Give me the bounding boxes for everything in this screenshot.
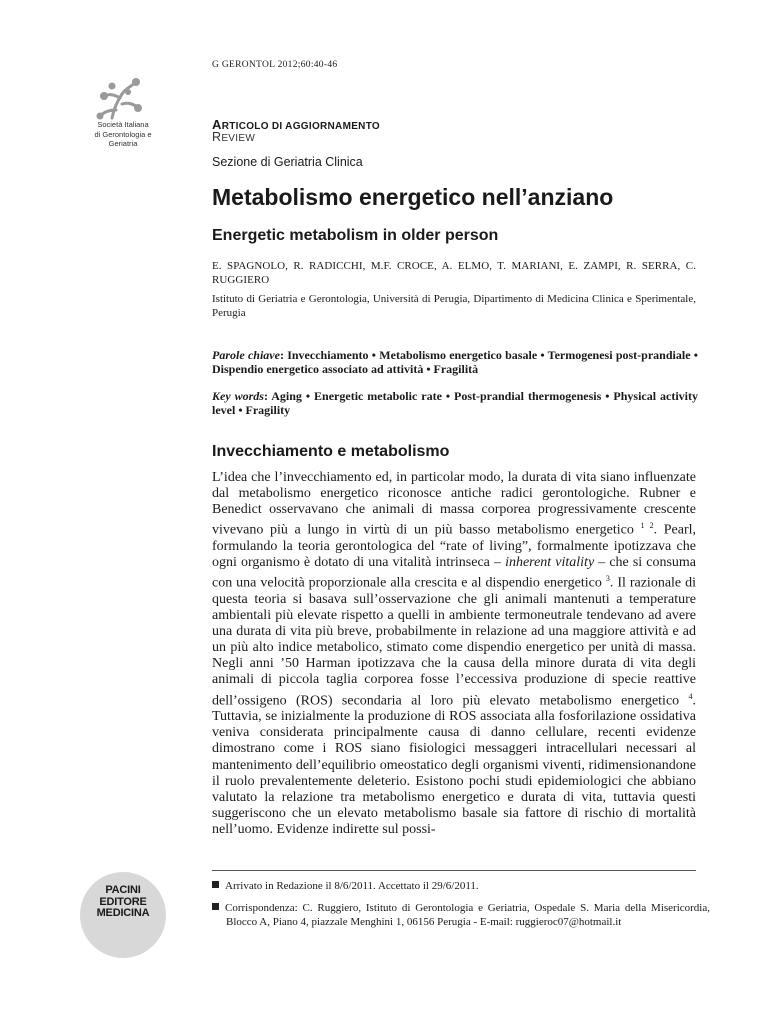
bullet-square-icon	[212, 881, 219, 888]
society-name-line: Società Italiana	[97, 120, 149, 129]
citation-ref: 4	[688, 691, 693, 701]
body-text-italic: inherent vitality	[505, 555, 595, 571]
article-title: Metabolismo energetico nell’anziano	[212, 184, 614, 210]
publisher-logo	[80, 885, 166, 920]
body-text-part: . Tuttavia, se inizialmente la produzione di ROS associata alla fosforilazione ossidativa veniva considerata principalmente causa di danno cellulare, recenti evidenze dimostrano come i ROS siano fisiologici messaggeri intracellulari necessari al mantenimento dell’equilibrio omeostatico degli organismi viventi, ridimensionandone il ruolo prevalentemente deleterio. Esistono pochi studi epidemiologici che abbiano valutato la relazione tra metabolismo energetico e durata di vita, tuttavia questi suggeriscono che un elevato metabolismo basale sia fattore di rischio di mortalità nell’uomo. Evidenze indirette sul possi-	[212, 693, 696, 837]
footnote-divider	[212, 870, 696, 871]
article-type-en-rest: EVIEW	[221, 133, 256, 144]
citation-ref: 1 2	[640, 521, 654, 531]
society-name	[80, 120, 166, 149]
footnote-received-text: Arrivato in Redazione il 8/6/2011. Accettato il 29/6/2011.	[225, 880, 479, 892]
society-logo-icon	[92, 74, 148, 124]
article-subtitle: Energetic metabolism in older person	[212, 227, 499, 244]
affiliation: Istituto di Geriatria e Gerontologia, Università di Perugia, Dipartimento di Medicina Clinica e Sperimentale, Perugia	[212, 293, 696, 319]
footnote-correspondence-text: Corrispondenza: C. Ruggiero, Istituto di Gerontologia e Geriatria, Ospedale S. Maria della Misericordia, Blocco A, Piano 4, piazzale Menghini 1, 06156 Perugia - E-mail: ruggieroc07@hotmail.it	[225, 902, 710, 928]
article-type-en-cap: R	[212, 130, 222, 144]
section-label: Sezione di Geriatria Clinica	[212, 155, 363, 169]
keywords-english	[212, 389, 698, 417]
body-text-part: . Il razionale di questa teoria si basava sull’osservazione che gli animali mantenuti a temperature ambientali più elevate rispetto a quelli in ambiente termoneutrale tendevano ad avere una durata di vita più breve, probabilmente in relazione ad una maggiore attività e ad un più alto indice metabolico, stimato come dispendio energetico per unità di massa. Negli anni ’50 Harman ipotizzava che la causa della minore durata di vita degli animali di piccola taglia corporea fosse l’eccessiva produzione di specie reattive dell’ossigeno (ROS) secondaria al loro più elevato metabolismo energetico	[212, 575, 696, 709]
body-text-part: – che si consuma con una velocità proporzionale alla crescita e al dispendio energetico	[212, 555, 696, 591]
authors: E. SPAGNOLO, R. RADICCHI, M.F. CROCE, A. ELMO, T. MARIANI, E. ZAMPI, R. SERRA, C. RUGGIERO	[212, 260, 696, 286]
publisher-line: PACINI	[105, 884, 141, 896]
article-type-it-rest: RTICOLO DI AGGIORNAMENTO	[221, 121, 381, 132]
publisher-line: MEDICINA	[96, 907, 150, 919]
article-type-it-cap: A	[212, 117, 222, 132]
keywords-it-label: Parole chiave	[212, 348, 280, 362]
keywords-it-text: : Invecchiamento • Metabolismo energetico basale • Termogenesi post-prandiale • Dispendio energetico associato ad attività • Fragilità	[212, 348, 698, 376]
article-type-en	[212, 130, 255, 144]
journal-reference: G GERONTOL 2012;60:40-46	[212, 60, 338, 70]
keywords-en-text: : Aging • Energetic metabolic rate • Post-prandial thermogenesis • Physical activity level • Fragility	[212, 389, 699, 417]
publisher-line: EDITORE	[99, 895, 147, 908]
society-name-line: di Gerontologia e	[94, 129, 152, 139]
body-text-part: L’idea che l’invecchiamento ed, in particolar modo, la durata di vita siano influenzate dal metabolismo energetico riconosce antiche radici gerontologiche. Rubner e Benedict osservavano che animali di massa corporea progressivamente crescente vivevano più a lungo in virtù di un più basso metabolismo energetico	[212, 470, 696, 538]
section-heading: Invecchiamento e metabolismo	[212, 443, 450, 460]
footnote-correspondence	[212, 901, 710, 929]
body-paragraph	[212, 470, 696, 838]
bullet-square-icon	[212, 903, 219, 910]
keywords-en-label: Key words	[212, 389, 264, 403]
footnote-received	[212, 879, 710, 893]
society-name-line: Geriatria	[108, 139, 138, 148]
citation-ref: 3	[605, 574, 610, 584]
body-text-part: . Pearl, formulando la teoria gerontologica del “rate of living”, formalmente ipotizzava che ogni organismo è dotato di una vitalità intrinseca –	[212, 522, 697, 571]
keywords-italian	[212, 348, 698, 376]
